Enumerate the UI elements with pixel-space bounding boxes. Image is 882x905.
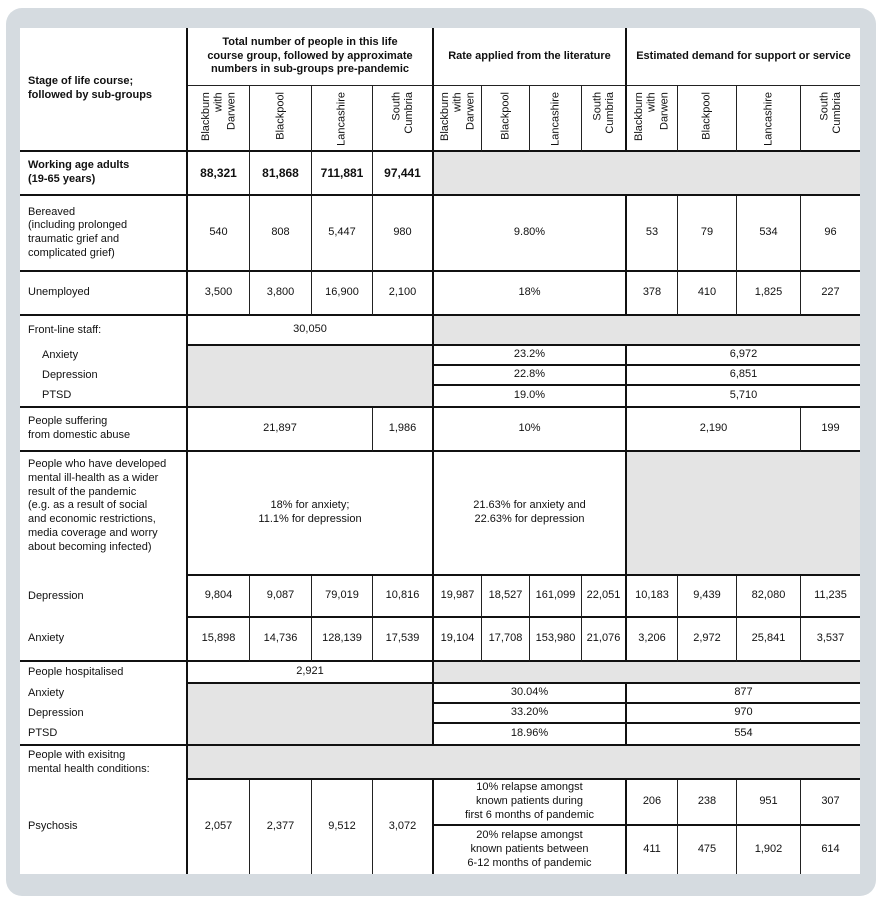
demand-cell: 6,851 — [627, 366, 860, 386]
value-cell: 21,897 — [188, 408, 373, 452]
rate-cell: 22,051 — [582, 576, 627, 618]
row-label-psychosis: Psychosis — [20, 780, 188, 874]
rate-cell: 17,708 — [482, 618, 530, 662]
value-cell: 2,377 — [250, 780, 312, 874]
demand-group-header: Estimated demand for support or service — [627, 28, 860, 86]
shaded-cell — [188, 684, 434, 746]
area-header: Blackpool — [250, 86, 312, 152]
value-cell: 9,804 — [188, 576, 250, 618]
value-cell: 711,881 — [312, 152, 373, 196]
demand-cell: 411 — [627, 826, 678, 874]
value-cell: 1,986 — [373, 408, 434, 452]
sub-label-anxiety: Anxiety — [20, 346, 188, 366]
value-cell: 17,539 — [373, 618, 434, 662]
demand-cell: 1,902 — [737, 826, 801, 874]
stage-header: Stage of life course; followed by sub-groups — [20, 28, 188, 152]
demand-cell: 199 — [801, 408, 860, 452]
value-cell: 3,072 — [373, 780, 434, 874]
demand-cell: 614 — [821, 843, 840, 856]
value-cell: 15,898 — [188, 618, 250, 662]
demand-cell: 951 — [737, 780, 801, 826]
area-header: South Cumbria — [582, 86, 627, 152]
row-label-domestic-abuse: People suffering from domestic abuse — [20, 408, 188, 452]
demand-cell: 3,537 — [801, 618, 860, 662]
value-cell: 14,736 — [250, 618, 312, 662]
demand-cell: 96 — [801, 196, 860, 272]
rate-cell: 19.0% — [434, 386, 627, 408]
value-cell: 5,447 — [312, 196, 373, 272]
demand-cell: 206 — [627, 780, 678, 826]
rate-cell: 22.8% — [434, 366, 627, 386]
demand-cell: 2,972 — [678, 618, 737, 662]
value-cell: 88,321 — [188, 152, 250, 196]
value-cell: 3,500 — [188, 272, 250, 316]
rate-cell: 18,527 — [482, 576, 530, 618]
area-header: South Cumbria — [801, 86, 860, 152]
shaded-cell — [188, 346, 434, 408]
demand-cell: 2,190 — [627, 408, 801, 452]
demand-cell: 227 — [801, 272, 860, 316]
rate-cell: 19,104 — [434, 618, 482, 662]
area-header: Lancashire — [530, 86, 582, 152]
demand-cell: 5,710 — [627, 386, 860, 408]
value-cell: 9,087 — [250, 576, 312, 618]
value-cell: 128,139 — [312, 618, 373, 662]
total-text-cell: 18% for anxiety; 11.1% for depression — [188, 452, 434, 576]
value-cell: 2,100 — [373, 272, 434, 316]
rate-cell: 9.80% — [434, 196, 627, 272]
total-cell: 30,050 — [188, 316, 434, 346]
row-label-bereaved: Bereaved (including prolonged traumatic grief and complicated grief) — [20, 196, 188, 272]
rate-cell: 153,980 — [530, 618, 582, 662]
value-cell: 540 — [188, 196, 250, 272]
demand-cell: 25,841 — [737, 618, 801, 662]
shaded-cell — [434, 152, 860, 196]
demand-cell: 1,825 — [737, 272, 801, 316]
area-header: Blackpool — [678, 86, 737, 152]
demand-cell: 10,183 — [627, 576, 678, 618]
row-label-anxiety: Anxiety — [20, 618, 188, 662]
demand-cell: 970 — [627, 704, 860, 724]
demand-cell: 475 — [678, 826, 737, 874]
shaded-cell — [434, 662, 860, 684]
row-label-hospitalised: People hospitalised — [20, 662, 188, 684]
rate-group-header: Rate applied from the literature — [434, 28, 627, 86]
demand-cell: 410 — [678, 272, 737, 316]
demand-cell: 79 — [678, 196, 737, 272]
value-cell: 10,816 — [373, 576, 434, 618]
sub-label-ptsd: PTSD — [20, 386, 188, 408]
demand-cell: 11,235 — [801, 576, 860, 618]
area-header: Blackburn with Darwen — [627, 86, 678, 152]
rate-cell: 161,099 — [530, 576, 582, 618]
demand-cell: 3,206 — [627, 618, 678, 662]
demand-cell: 378 — [627, 272, 678, 316]
sub-label-depression: Depression — [20, 366, 188, 386]
demand-table — [20, 28, 860, 874]
rate-cell: 19,987 — [434, 576, 482, 618]
area-header: Lancashire — [312, 86, 373, 152]
sub-label-depression: Depression — [20, 704, 188, 724]
area-header: Blackburn with Darwen — [434, 86, 482, 152]
sub-label-anxiety: Anxiety — [20, 684, 188, 704]
demand-cell: 877 — [627, 684, 860, 704]
value-cell: 3,800 — [250, 272, 312, 316]
rate-cell: 21,076 — [582, 618, 627, 662]
rate-cell: 18% — [434, 272, 627, 316]
row-label-frontline: Front-line staff: — [20, 316, 188, 346]
total-cell: 2,921 — [188, 662, 434, 684]
row-label-working-age: Working age adults (19-65 years) — [20, 152, 188, 196]
row-label-depression: Depression — [20, 576, 188, 618]
value-cell: 97,441 — [373, 152, 434, 196]
rate-text-cell: 10% relapse amongst known patients during first 6 months of pandemic — [434, 780, 627, 826]
rate-cell: 18.96% — [434, 724, 627, 746]
value-cell: 81,868 — [250, 152, 312, 196]
value-cell: 808 — [250, 196, 312, 272]
area-header: South Cumbria — [373, 86, 434, 152]
rate-text-cell: 20% relapse amongst known patients between 6-12 months of pandemic — [434, 826, 627, 874]
shaded-cell — [627, 452, 860, 576]
rate-cell: 23.2% — [434, 346, 627, 366]
demand-cell: 9,439 — [678, 576, 737, 618]
rate-text-cell: 21.63% for anxiety and 22.63% for depression — [434, 452, 627, 576]
demand-cell: 82,080 — [737, 576, 801, 618]
value-cell: 79,019 — [312, 576, 373, 618]
rate-cell: 33.20% — [434, 704, 627, 724]
value-cell: 2,057 — [188, 780, 250, 874]
rate-cell: 30.04% — [434, 684, 627, 704]
value-cell: 980 — [373, 196, 434, 272]
demand-cell: 238 — [678, 780, 737, 826]
area-header: Lancashire — [737, 86, 801, 152]
row-label-unemployed: Unemployed — [20, 272, 188, 316]
rate-cell: 10% — [434, 408, 627, 452]
row-label-wider-mental-ill-health: People who have developed mental ill-health as a wider result of the pandemic (e.g. as a result of social and economic restrictions, media coverage and worry about becoming infected) — [20, 452, 188, 576]
shaded-cell — [434, 316, 860, 346]
area-header: Blackburn with Darwen — [188, 86, 250, 152]
demand-cell: 534 — [737, 196, 801, 272]
sub-label-ptsd: PTSD — [20, 724, 188, 746]
shaded-cell — [188, 746, 860, 780]
value-cell: 9,512 — [312, 780, 373, 874]
demand-cell: 6,972 — [627, 346, 860, 366]
row-label-existing-conditions: People with exisitng mental health conditions: — [20, 746, 188, 780]
total-group-header: Total number of people in this life course group, followed by approximate numbers in sub-groups pre-pandemic — [188, 28, 434, 86]
area-header: Blackpool — [482, 86, 530, 152]
demand-cell: 307 — [801, 780, 860, 826]
demand-cell: 554 — [627, 724, 860, 746]
demand-cell: 53 — [627, 196, 678, 272]
value-cell: 16,900 — [312, 272, 373, 316]
